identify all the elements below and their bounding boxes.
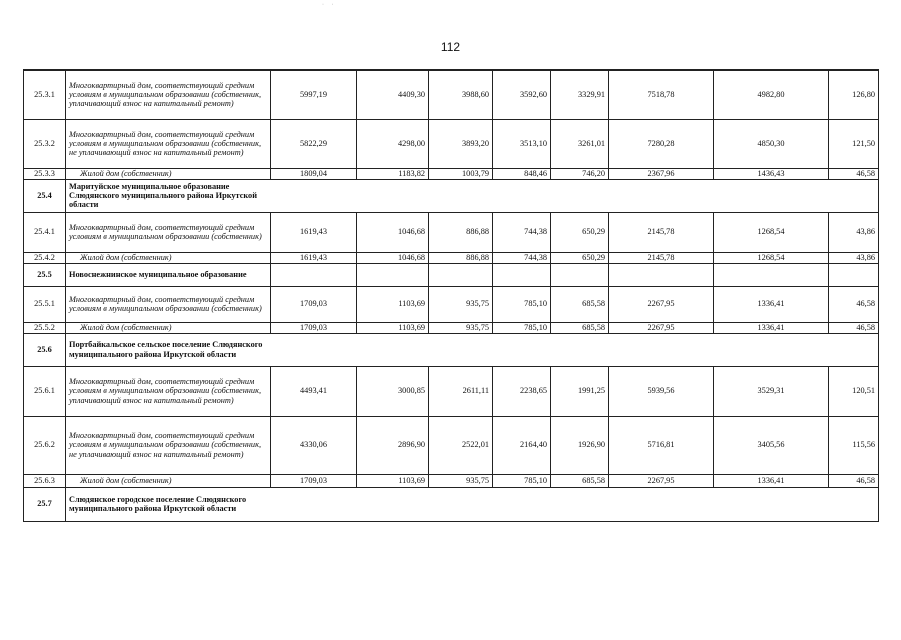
value-cell: 1103,69 — [357, 286, 429, 322]
value-cell: 744,38 — [493, 252, 551, 263]
value-cell: 1436,43 — [714, 168, 829, 179]
section-filler — [271, 333, 879, 366]
value-cell: 785,10 — [493, 286, 551, 322]
value-cell: 3893,20 — [429, 119, 493, 168]
section-row — [24, 487, 879, 521]
row-description: Жилой дом (собственник) — [66, 322, 271, 333]
section-code: 25.5 — [24, 263, 66, 286]
value-cell: 1103,69 — [357, 474, 429, 487]
table-row — [24, 286, 879, 322]
value-cell: 7518,78 — [609, 70, 714, 119]
value-cell: 685,58 — [551, 474, 609, 487]
empty-cell — [493, 263, 551, 286]
value-cell: 1103,69 — [357, 322, 429, 333]
row-code: 25.6.3 — [24, 474, 66, 487]
value-cell: 935,75 — [429, 286, 493, 322]
value-cell: 1336,41 — [714, 322, 829, 333]
section-title: Маритуйское муниципальное образование Слюдянского муниципального района Иркутской области — [66, 179, 271, 212]
empty-cell — [829, 263, 879, 286]
value-cell: 2164,40 — [493, 416, 551, 474]
value-cell: 3329,91 — [551, 70, 609, 119]
table-row — [24, 212, 879, 252]
value-cell: 5939,56 — [609, 366, 714, 416]
value-cell: 1709,03 — [271, 322, 357, 333]
section-title: Новоснежнинское муниципальное образование — [66, 263, 271, 286]
value-cell: 5716,81 — [609, 416, 714, 474]
row-description: Жилой дом (собственник) — [66, 252, 271, 263]
row-code: 25.5.2 — [24, 322, 66, 333]
row-description: Жилой дом (собственник) — [66, 168, 271, 179]
section-title: Портбайкальское сельское поселение Слюдянского муниципального района Иркутской области — [66, 333, 271, 366]
value-cell: 1809,04 — [271, 168, 357, 179]
value-cell: 2145,78 — [609, 212, 714, 252]
table-row — [24, 322, 879, 333]
value-cell: 3513,10 — [493, 119, 551, 168]
empty-cell — [714, 263, 829, 286]
value-cell: 43,86 — [829, 212, 879, 252]
row-description: Многоквартирный дом, соответствующий средним условиям в муниципальном образовании (собственник) — [66, 286, 271, 322]
value-cell: 1268,54 — [714, 252, 829, 263]
value-cell: 1183,82 — [357, 168, 429, 179]
section-code: 25.6 — [24, 333, 66, 366]
value-cell: 685,58 — [551, 322, 609, 333]
value-cell: 5822,29 — [271, 119, 357, 168]
value-cell: 1003,79 — [429, 168, 493, 179]
value-cell: 1336,41 — [714, 286, 829, 322]
value-cell: 46,58 — [829, 474, 879, 487]
row-description: Многоквартирный дом, соответствующий средним условиям в муниципальном образовании (собственник, не уплачивающий взнос на капитальный ремонт) — [66, 119, 271, 168]
value-cell: 1926,90 — [551, 416, 609, 474]
value-cell: 2367,96 — [609, 168, 714, 179]
row-description: Жилой дом (собственник) — [66, 474, 271, 487]
table-row — [24, 474, 879, 487]
section-title: Слюдянское городское поселение Слюдянского муниципального района Иркутской области — [66, 487, 271, 521]
page-number: 112 — [440, 40, 461, 54]
row-code: 25.6.2 — [24, 416, 66, 474]
table-row — [24, 252, 879, 263]
section-filler — [271, 487, 879, 521]
value-cell: 126,80 — [829, 70, 879, 119]
value-cell: 2896,90 — [357, 416, 429, 474]
value-cell: 46,58 — [829, 168, 879, 179]
value-cell: 4409,30 — [357, 70, 429, 119]
value-cell: 3592,60 — [493, 70, 551, 119]
value-cell: 43,86 — [829, 252, 879, 263]
value-cell: 848,46 — [493, 168, 551, 179]
value-cell: 886,88 — [429, 252, 493, 263]
value-cell: 685,58 — [551, 286, 609, 322]
value-cell: 2145,78 — [609, 252, 714, 263]
row-code: 25.6.1 — [24, 366, 66, 416]
value-cell: 4493,41 — [271, 366, 357, 416]
value-cell: 1991,25 — [551, 366, 609, 416]
section-row — [24, 179, 879, 212]
value-cell: 46,58 — [829, 322, 879, 333]
value-cell: 3261,01 — [551, 119, 609, 168]
table-row — [24, 168, 879, 179]
row-description: Многоквартирный дом, соответствующий средним условиям в муниципальном образовании (собственник) — [66, 212, 271, 252]
section-row — [24, 333, 879, 366]
row-description: Многоквартирный дом, соответствующий средним условиям в муниципальном образовании (собственник, не уплачивающий взнос на капитальный ремонт) — [66, 416, 271, 474]
value-cell: 3000,85 — [357, 366, 429, 416]
value-cell: 746,20 — [551, 168, 609, 179]
value-cell: 121,50 — [829, 119, 879, 168]
value-cell: 115,56 — [829, 416, 879, 474]
value-cell: 5997,19 — [271, 70, 357, 119]
value-cell: 650,29 — [551, 212, 609, 252]
tariff-table — [23, 69, 879, 522]
row-code: 25.4.1 — [24, 212, 66, 252]
empty-cell — [429, 263, 493, 286]
value-cell: 935,75 — [429, 474, 493, 487]
row-code: 25.5.1 — [24, 286, 66, 322]
row-description: Многоквартирный дом, соответствующий средним условиям в муниципальном образовании (собственник, уплачивающий взнос на капитальный ремонт) — [66, 70, 271, 119]
value-cell: 2522,01 — [429, 416, 493, 474]
value-cell: 1046,68 — [357, 252, 429, 263]
value-cell: 650,29 — [551, 252, 609, 263]
value-cell: 886,88 — [429, 212, 493, 252]
value-cell: 46,58 — [829, 286, 879, 322]
value-cell: 3405,56 — [714, 416, 829, 474]
empty-cell — [551, 263, 609, 286]
value-cell: 7280,28 — [609, 119, 714, 168]
table-row — [24, 119, 879, 168]
value-cell: 1268,54 — [714, 212, 829, 252]
section-code: 25.7 — [24, 487, 66, 521]
value-cell: 744,38 — [493, 212, 551, 252]
value-cell: 4850,30 — [714, 119, 829, 168]
value-cell: 1619,43 — [271, 212, 357, 252]
value-cell: 1709,03 — [271, 286, 357, 322]
value-cell: 1709,03 — [271, 474, 357, 487]
value-cell: 2267,95 — [609, 286, 714, 322]
empty-cell — [271, 263, 357, 286]
value-cell: 4330,06 — [271, 416, 357, 474]
value-cell: 1336,41 — [714, 474, 829, 487]
value-cell: 935,75 — [429, 322, 493, 333]
value-cell: 2267,95 — [609, 322, 714, 333]
row-code: 25.4.2 — [24, 252, 66, 263]
value-cell: 2267,95 — [609, 474, 714, 487]
row-code: 25.3.2 — [24, 119, 66, 168]
scan-specks: · · — [322, 2, 337, 8]
table-row — [24, 366, 879, 416]
value-cell: 2611,11 — [429, 366, 493, 416]
value-cell: 1046,68 — [357, 212, 429, 252]
table-row — [24, 416, 879, 474]
empty-cell — [357, 263, 429, 286]
value-cell: 3988,60 — [429, 70, 493, 119]
row-code: 25.3.3 — [24, 168, 66, 179]
value-cell: 4982,80 — [714, 70, 829, 119]
section-code: 25.4 — [24, 179, 66, 212]
table-row — [24, 70, 879, 119]
row-description: Многоквартирный дом, соответствующий средним условиям в муниципальном образовании (собственник, уплачивающий взнос на капитальный ремонт) — [66, 366, 271, 416]
value-cell: 1619,43 — [271, 252, 357, 263]
empty-cell — [609, 263, 714, 286]
row-code: 25.3.1 — [24, 70, 66, 119]
value-cell: 120,51 — [829, 366, 879, 416]
section-row — [24, 263, 879, 286]
value-cell: 785,10 — [493, 474, 551, 487]
value-cell: 785,10 — [493, 322, 551, 333]
section-filler — [271, 179, 879, 212]
value-cell: 2238,65 — [493, 366, 551, 416]
value-cell: 4298,00 — [357, 119, 429, 168]
value-cell: 3529,31 — [714, 366, 829, 416]
